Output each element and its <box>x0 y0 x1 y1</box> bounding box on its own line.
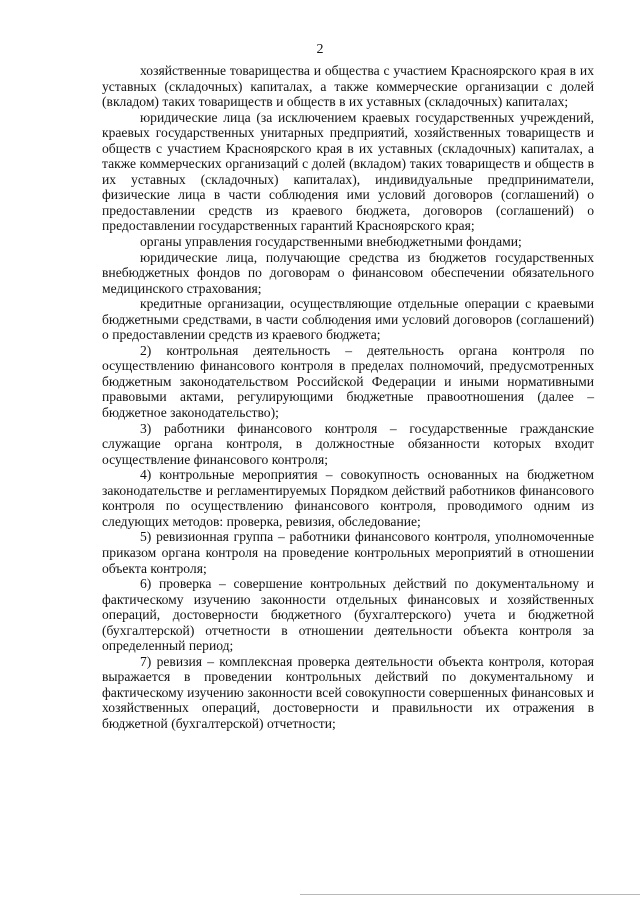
paragraph: органы управления государственными внебюджетными фондами; <box>140 234 522 250</box>
paragraph: кредитные организации, осуществляющие отдельные операции с краевыми бюджетными средствами, в части соблюдения ими условий договоров (соглашений) о предоставлении средств из краевого бюджета; <box>102 296 594 343</box>
page-bottom-rule <box>300 894 640 895</box>
paragraph: юридические лица (за исключением краевых государственных учреждений, краевых государственных унитарных предприятий, хозяйственных товариществ и обществ с участием Красноярского края в их уставных (складочных) капиталах, а также коммерческих организаций с долей (вкладом) таких товариществ и обществ в их уставных (складочных) капиталах), индивидуальные предприниматели, физические лица в части соблюдения ими условий договоров (соглашений) о предоставлении средств из краевого бюджета, договоров (соглашений) о предоставлении государственных гарантий Красноярского края; <box>102 109 594 234</box>
paragraph: 6) проверка – совершение контрольных действий по документальному и фактическому изучению законности отдельных финансовых и хозяйственных операций, достоверности бюджетного (бухгалтерского) учета и бюджетной (бухгалтерской) отчетности в отношении деятельности объекта контроля за определенный период; <box>102 576 594 654</box>
paragraph: 3) работники финансового контроля – государственные гражданские служащие органа контроля, в должностные обязанности которых входит осуществление финансового контроля; <box>102 420 594 467</box>
paragraph: 2) контрольная деятельность – деятельность органа контроля по осуществлению финансового контроля в пределах полномочий, предусмотренных бюджетным законодательством Российской Федерации и иными нормативными правовыми актами, регулирующими бюджетные правоотношения (далее – бюджетное законодательство); <box>102 342 594 421</box>
paragraph: юридические лица, получающие средства из бюджетов государственных внебюджетных фондов по договорам о финансовом обеспечении обязательного медицинского страхования; <box>102 249 594 296</box>
paragraph: 7) ревизия – комплексная проверка деятельности объекта контроля, которая выражается в проведении контрольных действий по документальному и фактическому изучению законности всей совокупности совершенных финансовых и хозяйственных операций, достоверности и правильности их отражения в бюджетной (бухгалтерской) отчетности; <box>102 653 594 731</box>
paragraph: 4) контрольные мероприятия – совокупность основанных на бюджетном законодательстве и регламентируемых Порядком действий работников финансового контроля по осуществлению финансового контроля, проводимого одним из следующих методов: проверка, ревизия, обследование; <box>102 467 594 529</box>
document-body <box>102 63 594 732</box>
page-number: 2 <box>316 42 324 57</box>
paragraph: хозяйственные товарищества и общества с участием Красноярского края в их уставных (складочных) капиталах, а также коммерческие организации с долей (вкладом) таких товариществ и обществ в их уставных (складочных) капиталах; <box>102 63 594 110</box>
paragraph: 5) ревизионная группа – работники финансового контроля, уполномоченные приказом органа контроля на проведение контрольных мероприятий в отношении объекта контроля; <box>102 529 594 576</box>
